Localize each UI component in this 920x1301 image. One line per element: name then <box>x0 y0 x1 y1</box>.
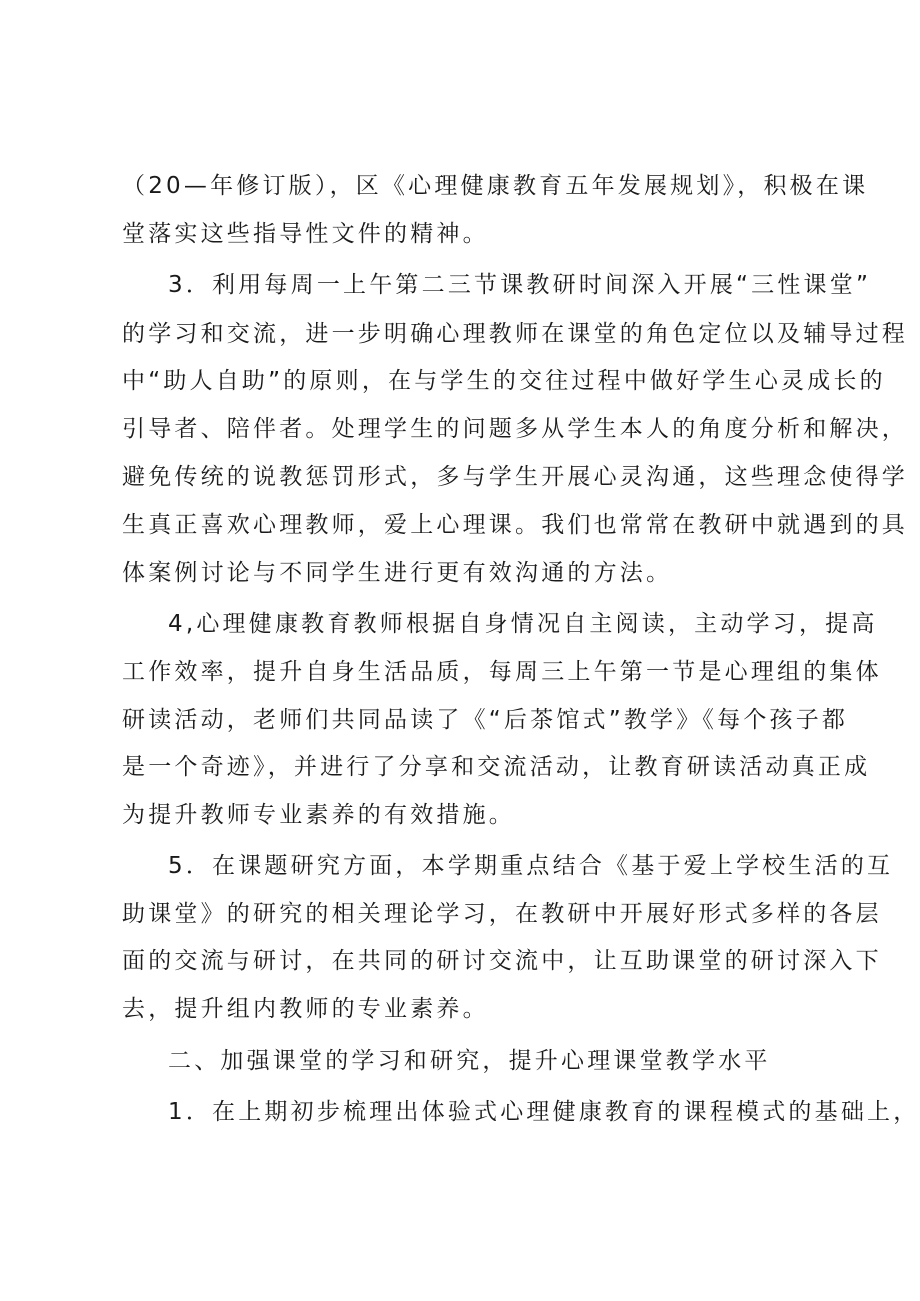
text-line: （20—年修订版），区《心理健康教育五年发展规划》，积极在课 <box>122 173 869 199</box>
text-line: 引导者、陪伴者。处理学生的问题多从学生本人的角度分析和解决， <box>122 416 908 442</box>
text-line: 堂落实这些指导性文件的精神。 <box>122 221 489 247</box>
section-heading: 二、加强课堂的学习和研究，提升心理课堂教学水平 <box>168 1048 771 1074</box>
text-line: 助课堂》的研究的相关理论学习，在教研中开展好形式多样的各层 <box>122 901 882 927</box>
text-line: 中“助人自助”的原则，在与学生的交往过程中做好学生心灵成长的 <box>122 368 886 394</box>
text-line: 的学习和交流，进一步明确心理教师在课堂的角色定位以及辅导过程 <box>122 321 908 347</box>
text-line: 4,心理健康教育教师根据自身情况自主阅读，主动学习，提高 <box>168 611 878 637</box>
text-line: 避免传统的说教惩罚形式，多与学生开展心灵沟通，这些理念使得学 <box>122 464 908 490</box>
text-line: 3．利用每周一上午第二三节课教研时间深入开展“三性课堂” <box>168 272 872 298</box>
text-line: 工作效率，提升自身生活品质，每周三上午第一节是心理组的集体 <box>122 659 882 685</box>
text-line: 1．在上期初步梳理出体验式心理健康教育的课程模式的基础上， <box>168 1099 920 1125</box>
text-line: 研读活动，老师们共同品读了《“后茶馆式”教学》《每个孩子都 <box>122 707 849 733</box>
text-line: 面的交流与研讨，在共同的研讨交流中，让互助课堂的研讨深入下 <box>122 948 882 974</box>
text-line: 是一个奇迹》，并进行了分享和交流活动，让教育研读活动真正成 <box>122 754 871 780</box>
text-line: 去，提升组内教师的专业素养。 <box>122 996 489 1022</box>
text-line: 体案例讨论与不同学生进行更有效沟通的方法。 <box>122 560 673 586</box>
text-line: 为提升教师专业素养的有效措施。 <box>122 802 515 828</box>
text-line: 5．在课题研究方面，本学期重点结合《基于爱上学校生活的互 <box>168 853 894 879</box>
text-line: 生真正喜欢心理教师，爱上心理课。我们也常常在教研中就遇到的具 <box>122 512 908 538</box>
